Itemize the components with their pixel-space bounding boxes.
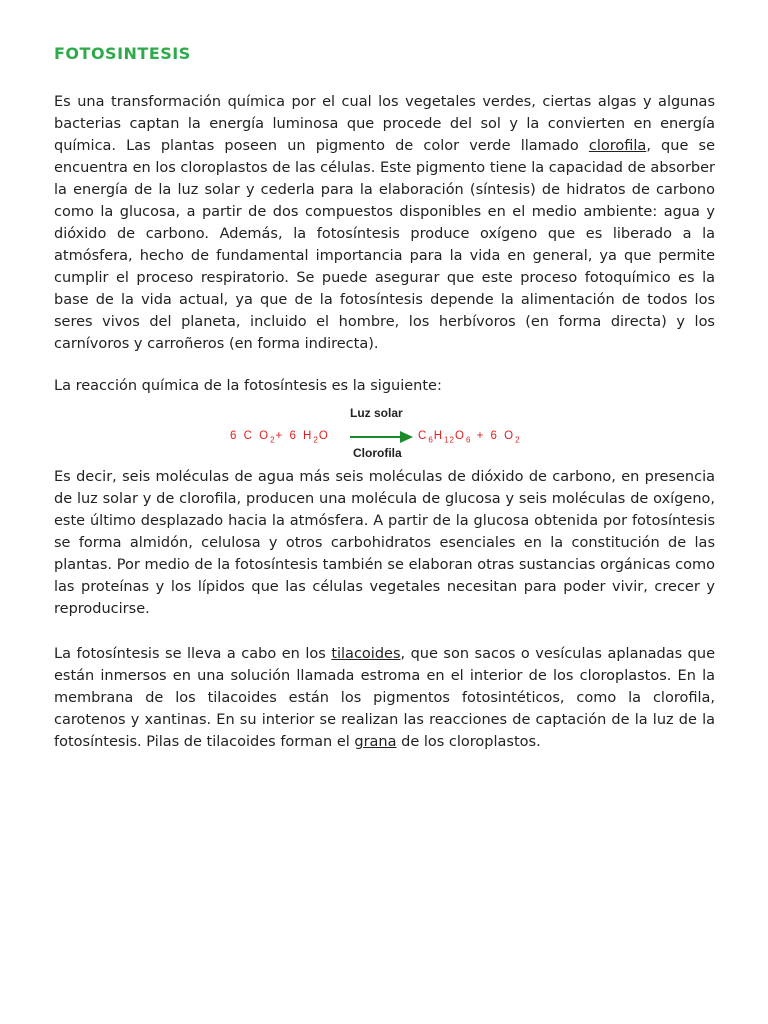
o2-o: O — [504, 430, 516, 442]
p4-text-after: de los cloroplastos. — [396, 734, 541, 750]
co2-coefficient: 6 — [230, 430, 239, 442]
link-grana[interactable]: grana — [354, 734, 397, 750]
paragraph-reaction-intro: La reacción química de la fotosíntesis es la siguiente: — [54, 378, 442, 394]
h2o-h: H — [303, 430, 314, 442]
glucose-h: H — [433, 430, 445, 442]
co2-formula: C O — [243, 430, 271, 442]
glucose-c: C — [418, 430, 429, 442]
link-tilacoides[interactable]: tilacoides — [331, 646, 401, 662]
paragraph-thylakoids — [54, 643, 715, 753]
chemical-reaction-equation — [0, 404, 768, 464]
glucose-c-subscript: 6 — [428, 435, 434, 445]
reaction-arrow-head — [400, 431, 413, 443]
link-clorofila[interactable]: clorofila — [588, 138, 647, 154]
p1-text-before: Es una transformación química por el cual los vegetales verdes, ciertas algas y algunas bacterias captan la energía luminosa que procede del sol y la convierten en energía química. Las plantas poseen un pigmento de color verde llamado — [54, 94, 715, 154]
p1-text-after: , que se encuentra en los cloroplastos de las células. Este pigmento tiene la capacidad de absorber la energía de la luz solar y cederla para la elaboración (síntesis) de hidratos de carbono como la glucosa, a partir de dos compuestos disponibles en el medio ambiente: agua y dióxido de carbono. Además, la fotosíntesis produce oxígeno que es liberado a la atmósfera, hecho de fundamental importancia para la vida en general, ya que permite cumplir el proceso respiratorio. Se puede asegurar que este proceso fotoquímico es la base de la vida actual, ya que de la fotosíntesis depende la alimentación de todos los seres vivos del planeta, incluido el hombre, los herbívoros (en forma directa) y los carnívoros y carroñeros (en forma indirecta). — [54, 138, 715, 352]
reaction-arrow-icon — [350, 431, 414, 443]
p4-text-middle: , que son sacos o vesículas aplanadas que están inmersos en una solución llamada estroma en el interior de los cloroplastos. En la membrana de los tilacoides están los pigmentos fotosintéticos, como la clorofila, carotenos y xantinas. En su interior se realizan las reacciones de captación de la luz de la fotosíntesis. Pilas de tilacoides forman el — [54, 646, 715, 750]
plus-sign-products: + — [476, 430, 486, 442]
page-title: FOTOSINTESIS — [54, 44, 191, 63]
reaction-reactants — [230, 430, 330, 444]
reaction-condition-chlorophyll: Clorofila — [353, 446, 402, 460]
paragraph-explanation: Es decir, seis moléculas de agua más seis moléculas de dióxido de carbono, en presencia de luz solar y de clorofila, producen una molécula de glucosa y seis moléculas de oxígeno, este último desplazado hacia la atmósfera. A partir de la glucosa obtenida por fotosíntesis se forma almidón, celulosa y otros carbohidratos esenciales en la constitución de las plantas. Por medio de la fotosíntesis también se elaboran otras sustancias orgánicas como las proteínas y los lípidos que las células vegetales necesitan para poder vivir, crecer y reproducirse. — [54, 469, 715, 617]
h2o-coefficient: 6 — [289, 430, 298, 442]
paragraph-definition — [54, 91, 715, 355]
glucose-h-subscript: 12 — [444, 435, 455, 445]
o2-subscript: 2 — [515, 435, 521, 445]
glucose-o-subscript: 6 — [465, 435, 472, 445]
p4-text-before: La fotosíntesis se lleva a cabo en los — [54, 646, 332, 662]
plus-sign: + — [275, 430, 285, 442]
glucose-o: O — [454, 430, 466, 442]
co2-subscript: 2 — [270, 435, 276, 445]
o2-coefficient: 6 — [490, 430, 499, 442]
h2o-subscript: 2 — [313, 435, 319, 445]
reaction-condition-light: Luz solar — [350, 406, 403, 420]
reaction-products — [418, 430, 521, 444]
h2o-o: O — [318, 430, 330, 442]
